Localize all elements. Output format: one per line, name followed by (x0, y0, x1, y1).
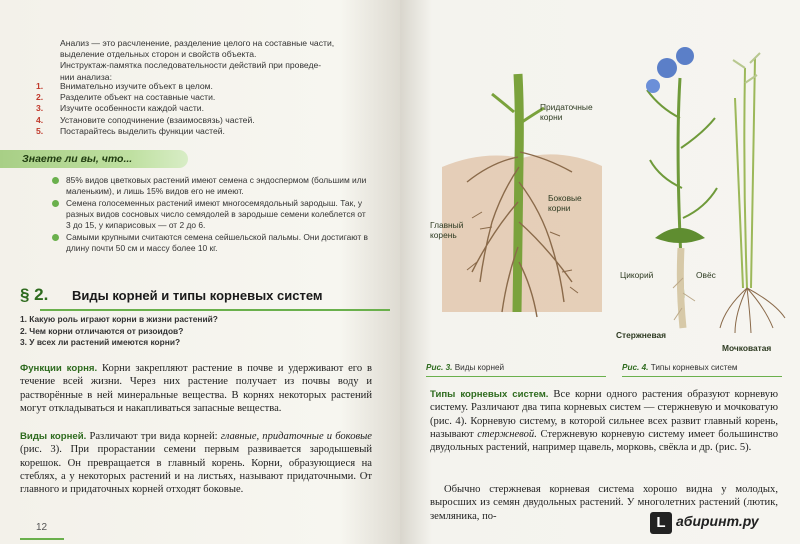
step-number: 5. (36, 125, 44, 136)
bullet-icon (52, 200, 59, 207)
bullet-icon (52, 177, 59, 184)
figure-3-caption (426, 363, 504, 372)
paragraph-text: Различают три вида корней: (89, 431, 221, 442)
caption-number: Рис. 3. (426, 363, 453, 372)
step-text: Разделите объект на составные части. (60, 92, 216, 103)
watermark-logo-icon: L (650, 512, 672, 534)
caption-rule (622, 376, 782, 377)
did-you-know-banner (0, 150, 188, 168)
question-item: 3. У всех ли растений имеются корни? (20, 337, 181, 347)
step-text: Изучите особенности каждой части. (60, 103, 204, 114)
analysis-steps (36, 81, 366, 137)
step-number: 4. (36, 114, 44, 125)
paragraph-heading: Виды корней. (20, 431, 87, 442)
root-functions-paragraph (20, 362, 372, 415)
fact-item (52, 232, 370, 254)
right-page (400, 0, 800, 544)
section-questions (20, 314, 370, 349)
step-number: 2. (36, 92, 44, 103)
paragraph-text: Все корни одного растения образуют корневую систему. Различают два типа корневых систем — стержневую и мочковатую (рис. 4). Корневую систему, в которой сильнее всех развит главный корень, называют (430, 389, 778, 440)
label-adventitious-roots: Придаточные корни (540, 102, 593, 122)
section-rule (40, 309, 390, 311)
bullet-icon (52, 234, 59, 241)
label-tap-root: Стержневая (616, 330, 667, 340)
caption-text: Виды корней (454, 363, 505, 372)
caption-text: Типы корневых систем (650, 363, 738, 372)
root-systems-paragraph-2: Обычно стержневая корневая система хорошо видна у молодых, выросших из семян двудольных растений. У многолетних растений (лютик, земляника, по- (430, 484, 778, 522)
paragraph-emphasis: стержневой. (477, 428, 537, 440)
fact-item (52, 175, 370, 197)
page-number-rule (20, 538, 64, 540)
paragraph-text: Стержневую корневую систему имеет большинство двудольных растений, например щавель, морковь, свёкла и др. (рис. 5). (430, 428, 779, 454)
question-item: 1. Какую роль играют корни в жизни растений? (20, 314, 218, 324)
facts-list (52, 175, 370, 255)
step-item (36, 103, 366, 114)
root-systems-paragraph (430, 388, 778, 454)
paragraph-text: Корни закрепляют растение в почве и удерживают его в течение всей жизни. Через них растение получает из почвы воду и растворённые в ней минеральные вещества. В корнях некоторых растений могут откладываться и накапливаться запасные вещества. (20, 363, 372, 414)
step-text: Установите соподчинение (взаимосвязь) частей. (60, 114, 255, 125)
step-item (36, 126, 366, 137)
section-title: Виды корней и типы корневых систем (72, 288, 323, 303)
fact-text: Самыми крупными считаются семена сейшельской пальмы. Они достигают в длину почти 50 см и массу более 10 кг. (66, 232, 368, 253)
banner-title: Знаете ли вы, что... (22, 153, 133, 165)
intro-line: выделение отдельных сторон и свойств объекта. (60, 49, 257, 60)
fact-text: 85% видов цветковых растений имеют семена с эндоспермом (большим или маленьким), и лишь 15% видов его не имеют. (66, 175, 367, 196)
step-number: 3. (36, 103, 44, 114)
label-fibrous-root: Мочковатая (722, 343, 772, 353)
label-main-root: Главный корень (430, 220, 464, 240)
label-chicory: Цикорий (620, 270, 654, 280)
analysis-intro (60, 38, 372, 83)
figure-4-caption (622, 363, 738, 372)
label-oat: Овёс (696, 270, 716, 280)
paragraph-text: (рис. 3). При прорастании семени первым развивается зародышевый корешок. Он превращается в главный корень. Корни, образующиеся на стеблях, а у некоторых растений и на листьях, называют придаточными. От главного и придаточных корней отходят боковые. (20, 444, 372, 496)
step-item (36, 92, 366, 103)
fact-item (52, 198, 370, 231)
paragraph-heading: Функции корня. (20, 363, 98, 374)
root-kinds-paragraph (20, 430, 372, 496)
caption-rule (426, 376, 606, 377)
intro-line: Инструктаж-памятка последовательности действий при проведе- (60, 60, 322, 71)
intro-line: нии анализа: (60, 71, 112, 82)
step-number: 1. (36, 81, 44, 91)
paragraph-heading: Типы корневых систем. (430, 389, 549, 400)
section-symbol: § 2. (20, 285, 49, 304)
paragraph-emphasis: главные, придаточные и боковые (220, 431, 373, 442)
step-item (36, 81, 366, 92)
watermark-text: абиринт.ру (676, 513, 759, 529)
step-text: Постарайтесь выделить функции частей. (60, 125, 225, 136)
page-number: 12 (36, 522, 48, 533)
chicory-oat-illustration (625, 38, 795, 338)
labirint-watermark (650, 510, 766, 534)
label-lateral-roots: Боковые корни (548, 193, 582, 213)
step-item (36, 115, 366, 126)
fact-text: Семена голосеменных растений имеют многосемядольный зародыш. Так, у разных видов сосновых число семядолей в зародыше семени колеблется от 3 до 15, у кипарисовых — от 2 до 6. (66, 198, 366, 230)
question-item: 2. Чем корни отличаются от ризоидов? (20, 325, 184, 336)
caption-number: Рис. 4. (622, 363, 649, 372)
step-text: Внимательно изучите объект в целом. (60, 81, 213, 91)
section-heading (20, 285, 380, 305)
intro-line: Анализ — это расчленение, разделение целого на составные части, (60, 38, 335, 48)
